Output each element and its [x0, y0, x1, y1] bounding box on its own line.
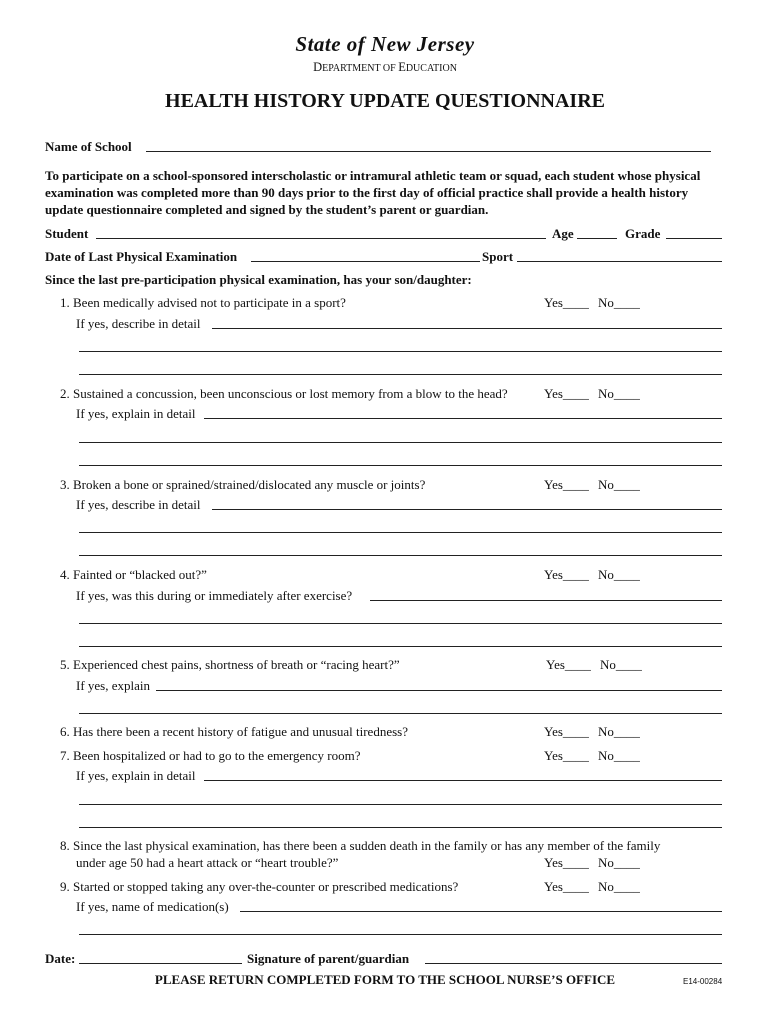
question-8-line-2: under age 50 had a heart attack or “heart trouble?” — [76, 855, 339, 870]
no-option[interactable]: No____ — [598, 855, 640, 870]
student-field[interactable] — [96, 238, 546, 239]
intro-paragraph: To participate on a school-sponsored interscholastic or intramural athletic team or squad, each student whose physical examination was completed more than 90 days prior to the first day of official practice shall provide a health history update questionnaire completed and signed by the student’s parent or guardian. — [45, 168, 701, 217]
no-option[interactable]: No____ — [598, 879, 640, 894]
sport-label: Sport — [482, 249, 514, 264]
signature-field[interactable] — [425, 963, 722, 964]
state-heading: State of New Jersey — [295, 32, 475, 56]
question-7: 7. Been hospitalized or had to go to the emergency room? — [60, 748, 361, 763]
question-1-followup: If yes, describe in detail — [76, 316, 201, 331]
answer-line[interactable] — [79, 827, 722, 828]
question-9: 9. Started or stopped taking any over-the-counter or prescribed medications? — [60, 879, 459, 894]
question-8: 8. Since the last physical examination, has there been a sudden death in the family or has any member of the family — [60, 838, 661, 853]
signature-label: Signature of parent/guardian — [247, 951, 410, 966]
question-3-followup: If yes, describe in detail — [76, 497, 201, 512]
answer-line[interactable] — [79, 623, 722, 624]
answer-line[interactable] — [79, 934, 722, 935]
answer-line[interactable] — [204, 418, 722, 419]
since-heading: Since the last pre-participation physical examination, has your son/daughter: — [45, 272, 472, 287]
answer-line[interactable] — [79, 532, 722, 533]
answer-line[interactable] — [79, 713, 722, 714]
question-3: 3. Broken a bone or sprained/strained/dislocated any muscle or joints? — [60, 477, 426, 492]
age-label: Age — [552, 226, 574, 241]
grade-field[interactable] — [666, 238, 722, 239]
yes-option[interactable]: Yes____ — [544, 295, 589, 310]
question-2-followup: If yes, explain in detail — [76, 406, 196, 421]
question-9-followup: If yes, name of medication(s) — [76, 899, 229, 914]
yes-option[interactable]: Yes____ — [544, 386, 589, 401]
no-option[interactable]: No____ — [600, 657, 642, 672]
yes-option[interactable]: Yes____ — [544, 855, 589, 870]
no-option[interactable]: No____ — [598, 386, 640, 401]
name-of-school-label: Name of School — [45, 139, 132, 154]
answer-line[interactable] — [79, 442, 722, 443]
no-option[interactable]: No____ — [598, 724, 640, 739]
no-option[interactable]: No____ — [598, 567, 640, 582]
yes-option[interactable]: Yes____ — [544, 567, 589, 582]
yes-option[interactable]: Yes____ — [544, 879, 589, 894]
date-field[interactable] — [79, 963, 242, 964]
answer-line[interactable] — [212, 509, 722, 510]
question-5: 5. Experienced chest pains, shortness of breath or “racing heart?” — [60, 657, 400, 672]
no-option[interactable]: No____ — [598, 748, 640, 763]
no-option[interactable]: No____ — [598, 477, 640, 492]
answer-line[interactable] — [79, 804, 722, 805]
sport-field[interactable] — [517, 261, 722, 262]
question-5-followup: If yes, explain — [76, 678, 151, 693]
answer-line[interactable] — [240, 911, 722, 912]
answer-line[interactable] — [156, 690, 722, 691]
yes-option[interactable]: Yes____ — [544, 724, 589, 739]
answer-line[interactable] — [204, 780, 722, 781]
question-7-followup: If yes, explain in detail — [76, 768, 196, 783]
question-4-followup: If yes, was this during or immediately after exercise? — [76, 588, 353, 603]
department-heading: DEPARTMENT OF EDUCATION — [313, 60, 457, 74]
answer-line[interactable] — [79, 351, 722, 352]
date-label: Date: — [45, 951, 76, 966]
answer-line[interactable] — [79, 374, 722, 375]
answer-line[interactable] — [79, 555, 722, 556]
last-exam-field[interactable] — [251, 261, 480, 262]
question-6: 6. Has there been a recent history of fatigue and unusual tiredness? — [60, 724, 408, 739]
answer-line[interactable] — [212, 328, 722, 329]
name-of-school-field[interactable] — [146, 151, 711, 152]
last-exam-label: Date of Last Physical Examination — [45, 249, 238, 264]
age-field[interactable] — [577, 238, 617, 239]
question-4: 4. Fainted or “blacked out?” — [60, 567, 207, 582]
form-title: HEALTH HISTORY UPDATE QUESTIONNAIRE — [165, 90, 605, 112]
grade-label: Grade — [625, 226, 661, 241]
no-option[interactable]: No____ — [598, 295, 640, 310]
yes-option[interactable]: Yes____ — [546, 657, 591, 672]
form-code: E14-00284 — [683, 977, 723, 986]
yes-option[interactable]: Yes____ — [544, 748, 589, 763]
question-1: 1. Been medically advised not to participate in a sport? — [60, 295, 346, 310]
question-2: 2. Sustained a concussion, been unconscious or lost memory from a blow to the head? — [60, 386, 508, 401]
student-label: Student — [45, 226, 89, 241]
yes-option[interactable]: Yes____ — [544, 477, 589, 492]
answer-line[interactable] — [370, 600, 722, 601]
answer-line[interactable] — [79, 646, 722, 647]
return-instruction: PLEASE RETURN COMPLETED FORM TO THE SCHOOL NURSE’S OFFICE — [154, 972, 616, 987]
answer-line[interactable] — [79, 465, 722, 466]
